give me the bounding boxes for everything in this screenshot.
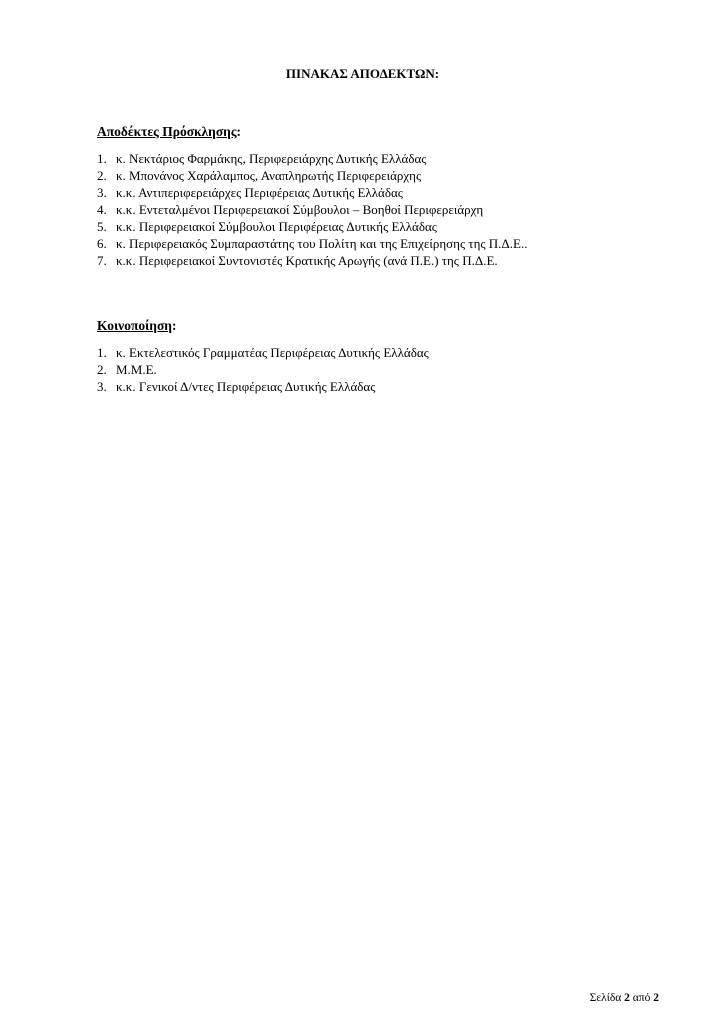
list-item-number: 4.: [97, 202, 107, 217]
list-item-text: κ. Νεκτάριος Φαρμάκης, Περιφερειάρχης Δυτικής Ελλάδας: [116, 151, 427, 166]
list-item-text: κ.κ. Περιφερειακοί Συντονιστές Κρατικής Αρωγής (ανά Π.Ε.) της Π.Δ.Ε.: [116, 253, 498, 268]
list-item: [97, 344, 657, 361]
document-title: ΠΙΝΑΚΑΣ ΑΠΟΔΕΚΤΩΝ:: [285, 66, 440, 81]
recipients-list: [97, 150, 657, 269]
list-item: [97, 252, 657, 269]
page-of-label: από: [632, 992, 651, 1004]
cc-section: [97, 318, 657, 395]
page-label: Σελίδα: [589, 992, 622, 1004]
list-item: [97, 218, 657, 235]
list-item: [97, 184, 657, 201]
list-item-number: 3.: [97, 185, 107, 200]
page-footer: [590, 992, 659, 1004]
list-item: [97, 378, 657, 395]
list-item-text: Μ.Μ.Ε.: [116, 362, 157, 377]
list-item-number: 5.: [97, 219, 107, 234]
recipients-heading: [97, 124, 657, 140]
recipients-heading-text: Αποδέκτες Πρόσκλησης: [97, 124, 237, 139]
cc-heading-text: Κοινοποίηση: [97, 318, 172, 333]
list-item: [97, 235, 657, 252]
cc-heading: [97, 318, 657, 334]
recipients-section: [97, 124, 657, 269]
list-item-text: κ.κ. Αντιπεριφερειάρχες Περιφέρειας Δυτικής Ελλάδας: [116, 185, 403, 200]
list-item-text: κ. Μπονάνος Χαράλαμπος, Αναπληρωτής Περιφερειάρχης: [116, 168, 422, 183]
list-item-number: 2.: [97, 168, 107, 183]
list-item-number: 2.: [97, 362, 107, 377]
list-item-text: κ.κ. Γενικοί Δ/ντες Περιφέρειας Δυτικής Ελλάδας: [116, 379, 376, 394]
list-item-text: κ.κ. Περιφερειακοί Σύμβουλοι Περιφέρειας Δυτικής Ελλάδας: [116, 219, 437, 234]
list-item-text: κ. Εκτελεστικός Γραμματέας Περιφέρειας Δυτικής Ελλάδας: [116, 345, 429, 360]
page-number: 2: [624, 992, 630, 1004]
cc-list: [97, 344, 657, 395]
list-item-number: 7.: [97, 253, 107, 268]
list-item-number: 1.: [97, 345, 107, 360]
list-item: [97, 167, 657, 184]
page-total: 2: [653, 992, 659, 1004]
cc-heading-colon: :: [171, 318, 177, 333]
list-item-text: κ.κ. Εντεταλμένοι Περιφερειακοί Σύμβουλοι – Βοηθοί Περιφερειάρχη: [116, 202, 484, 217]
list-item: [97, 150, 657, 167]
list-item-text: κ. Περιφερειακός Συμπαραστάτης του Πολίτη και της Επιχείρησης της Π.Δ.Ε..: [116, 236, 528, 251]
list-item-number: 3.: [97, 379, 107, 394]
list-item-number: 6.: [97, 236, 107, 251]
list-item: [97, 361, 657, 378]
list-item-number: 1.: [97, 151, 107, 166]
recipients-heading-colon: :: [236, 124, 242, 139]
list-item: [97, 201, 657, 218]
